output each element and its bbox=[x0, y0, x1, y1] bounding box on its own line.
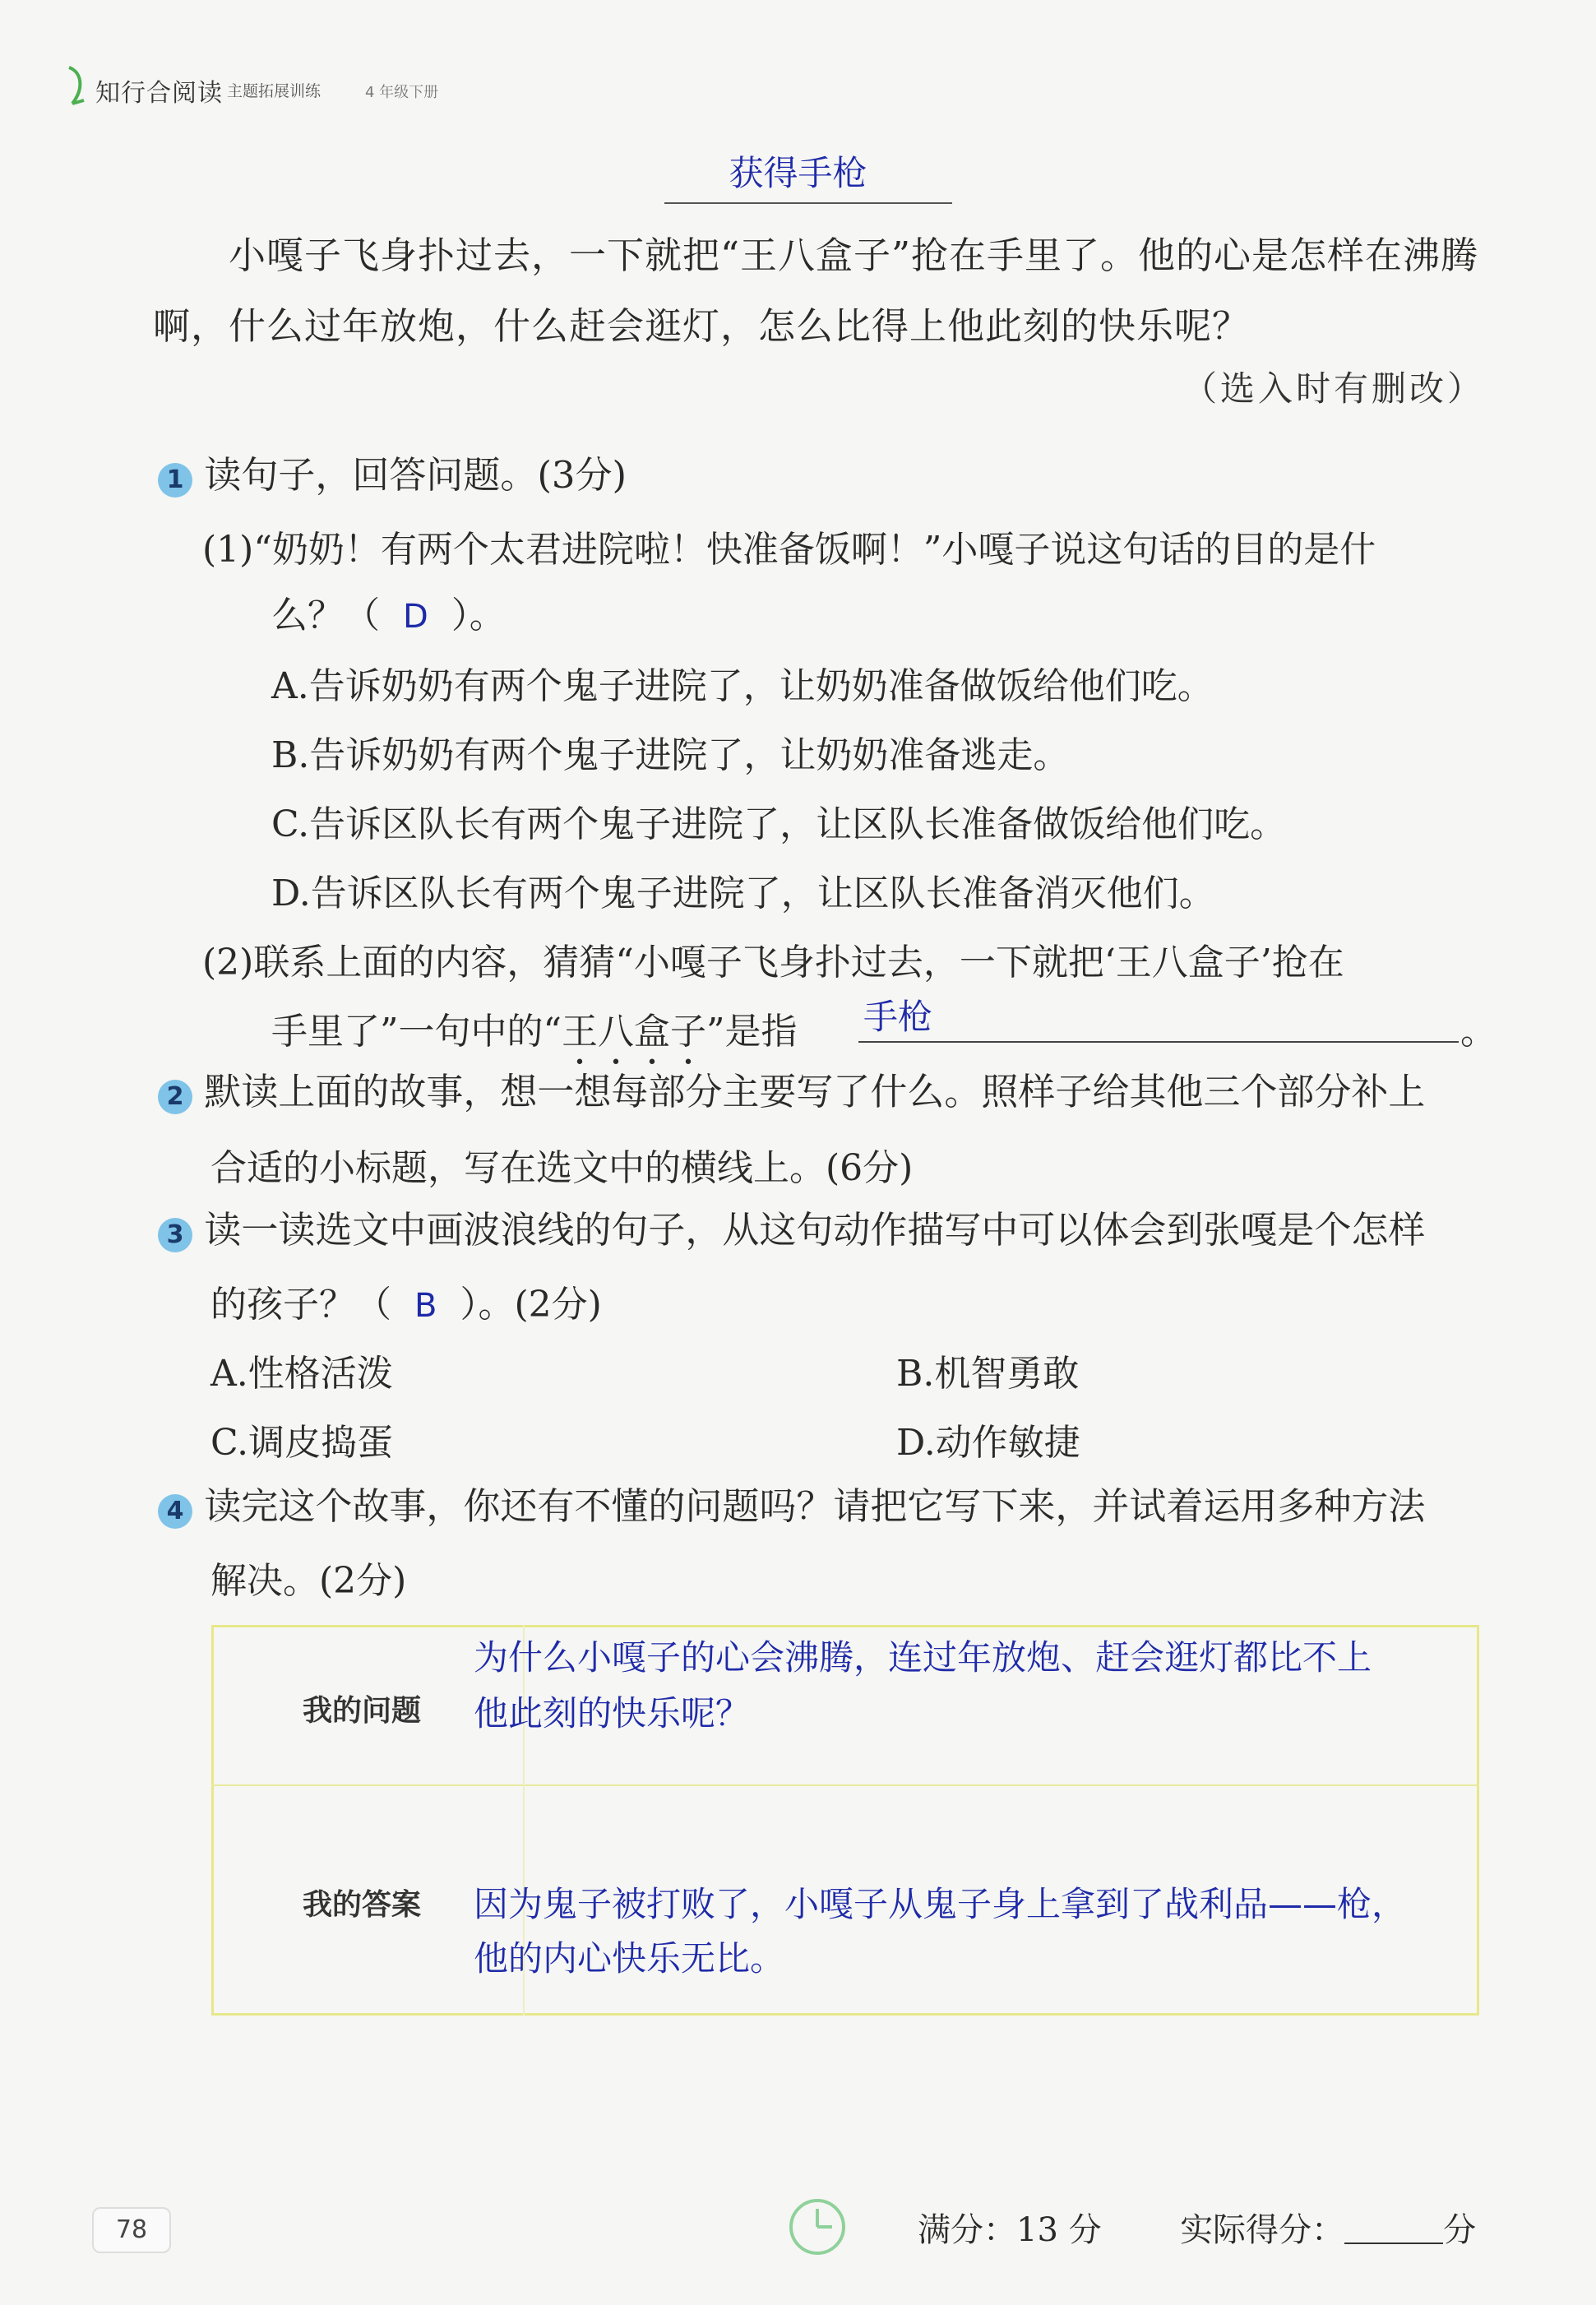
brand-name: 知行合阅读 bbox=[95, 79, 223, 108]
question-1-title: 读句子，回答问题。(3分) bbox=[204, 453, 627, 497]
q1-option-a: A.告诉奶奶有两个鬼子进院了，让奶奶准备做饭给他们吃。 bbox=[271, 665, 1214, 707]
q1-part1-line2 bbox=[271, 586, 506, 638]
q1-part2-emphasis: 王八盒子 bbox=[562, 1011, 706, 1053]
qa-table-divider bbox=[211, 1784, 1479, 1786]
question-number-2: 2 bbox=[158, 1080, 192, 1114]
q1-part2-mid: ”是指 bbox=[706, 1011, 798, 1053]
question-number-4: 4 bbox=[158, 1494, 192, 1529]
q1-part2-line1: (2)联系上面的内容，猜猜“小嘎子飞身扑过去，一下就把‘王八盒子’抢在 bbox=[202, 942, 1344, 984]
question-3-line2 bbox=[210, 1275, 602, 1327]
q1-part2-answer: 手枪 bbox=[863, 997, 933, 1037]
question-number-3: 3 bbox=[158, 1218, 192, 1252]
logo-leaf-icon bbox=[66, 64, 87, 107]
q1-part2-prefix: 手里了”一句中的“ bbox=[271, 1011, 562, 1053]
q3-option-d: D.动作敏捷 bbox=[896, 1422, 1080, 1464]
title-underline bbox=[664, 202, 952, 204]
question-number-1: 1 bbox=[158, 463, 192, 498]
passage-text: 小嘎子飞身扑过去，一下就把“王八盒子”抢在手里了。他的心是怎样在沸腾啊，什么过年放炮，什么赶会逛灯，怎么比得上他此刻的快乐呢？ bbox=[153, 234, 1479, 348]
q1-option-b: B.告诉奶奶有两个鬼子进院了，让奶奶准备逃走。 bbox=[271, 734, 1070, 776]
q1-part1-answer: D bbox=[403, 598, 428, 636]
passage-source: （选入时有删改） bbox=[1182, 368, 1485, 409]
question-1-heading bbox=[158, 451, 627, 500]
my-question-line2: 他此刻的快乐呢？ bbox=[474, 1693, 751, 1733]
actual-score-blank[interactable] bbox=[1344, 2243, 1443, 2244]
question-2-heading bbox=[158, 1067, 1425, 1117]
q3-suffix: ）。(2分) bbox=[460, 1284, 602, 1326]
q1-part2-end: 。 bbox=[1460, 1011, 1497, 1053]
q3-option-b: B.机智勇敢 bbox=[896, 1353, 1080, 1395]
full-score: 满分：13 分 bbox=[918, 2211, 1102, 2249]
my-answer-label: 我的答案 bbox=[303, 1888, 422, 1922]
q3-answer: B bbox=[414, 1287, 437, 1325]
question-4-heading bbox=[158, 1482, 1425, 1531]
question-3-line1: 读一读选文中画波浪线的句子，从这句动作描写中可以体会到张嘎是个怎样 bbox=[204, 1208, 1426, 1252]
question-2-line2: 合适的小标题，写在选文中的横线上。(6分) bbox=[210, 1147, 914, 1189]
page-number: 78 bbox=[92, 2207, 171, 2253]
clock-icon bbox=[788, 2197, 847, 2256]
question-4-line1: 读完这个故事，你还有不懂的问题吗？请把它写下来，并试着运用多种方法 bbox=[204, 1484, 1426, 1528]
q1-option-d: D.告诉区队长有两个鬼子进院了，让区队长准备消灭他们。 bbox=[271, 872, 1215, 914]
q1-part1-line1: (1)“奶奶！有两个太君进院啦！快准备饭啊！”小嘎子说这句话的目的是什 bbox=[202, 529, 1376, 571]
my-answer-line1: 因为鬼子被打败了，小嘎子从鬼子身上拿到了战利品——枪， bbox=[474, 1884, 1407, 1924]
q1-part1-suffix: ）。 bbox=[451, 595, 506, 636]
q1-part2-line2 bbox=[271, 1002, 798, 1073]
section-title: 获得手枪 bbox=[729, 153, 867, 193]
q3-option-a: A.性格活泼 bbox=[210, 1353, 393, 1395]
my-question-label: 我的问题 bbox=[303, 1694, 422, 1728]
q1-option-c: C.告诉区队长有两个鬼子进院了，让区队长准备做饭给他们吃。 bbox=[271, 803, 1287, 845]
actual-score-label: 实际得分： bbox=[1180, 2211, 1345, 2249]
my-answer-line2: 他的内心快乐无比。 bbox=[474, 1938, 785, 1979]
my-question-line1: 为什么小嘎子的心会沸腾，连过年放炮、赶会逛灯都比不上 bbox=[474, 1637, 1372, 1678]
q3-prefix: 的孩子？（ bbox=[210, 1284, 391, 1326]
q3-option-c: C.调皮捣蛋 bbox=[210, 1422, 394, 1464]
score-unit: 分 bbox=[1443, 2211, 1477, 2249]
series-name: 主题拓展训练 bbox=[227, 82, 322, 100]
question-2-line1: 默读上面的故事，想一想每部分主要写了什么。照样子给其他三个部分补上 bbox=[204, 1070, 1426, 1113]
grade-label: 4 年级下册 bbox=[365, 84, 439, 101]
question-4-line2: 解决。(2分) bbox=[210, 1560, 407, 1602]
q1-part1-prefix: 么？（ bbox=[271, 595, 380, 636]
question-3-heading bbox=[158, 1206, 1425, 1255]
score-area bbox=[918, 2204, 1476, 2251]
q1-part2-blank bbox=[858, 1041, 1459, 1043]
